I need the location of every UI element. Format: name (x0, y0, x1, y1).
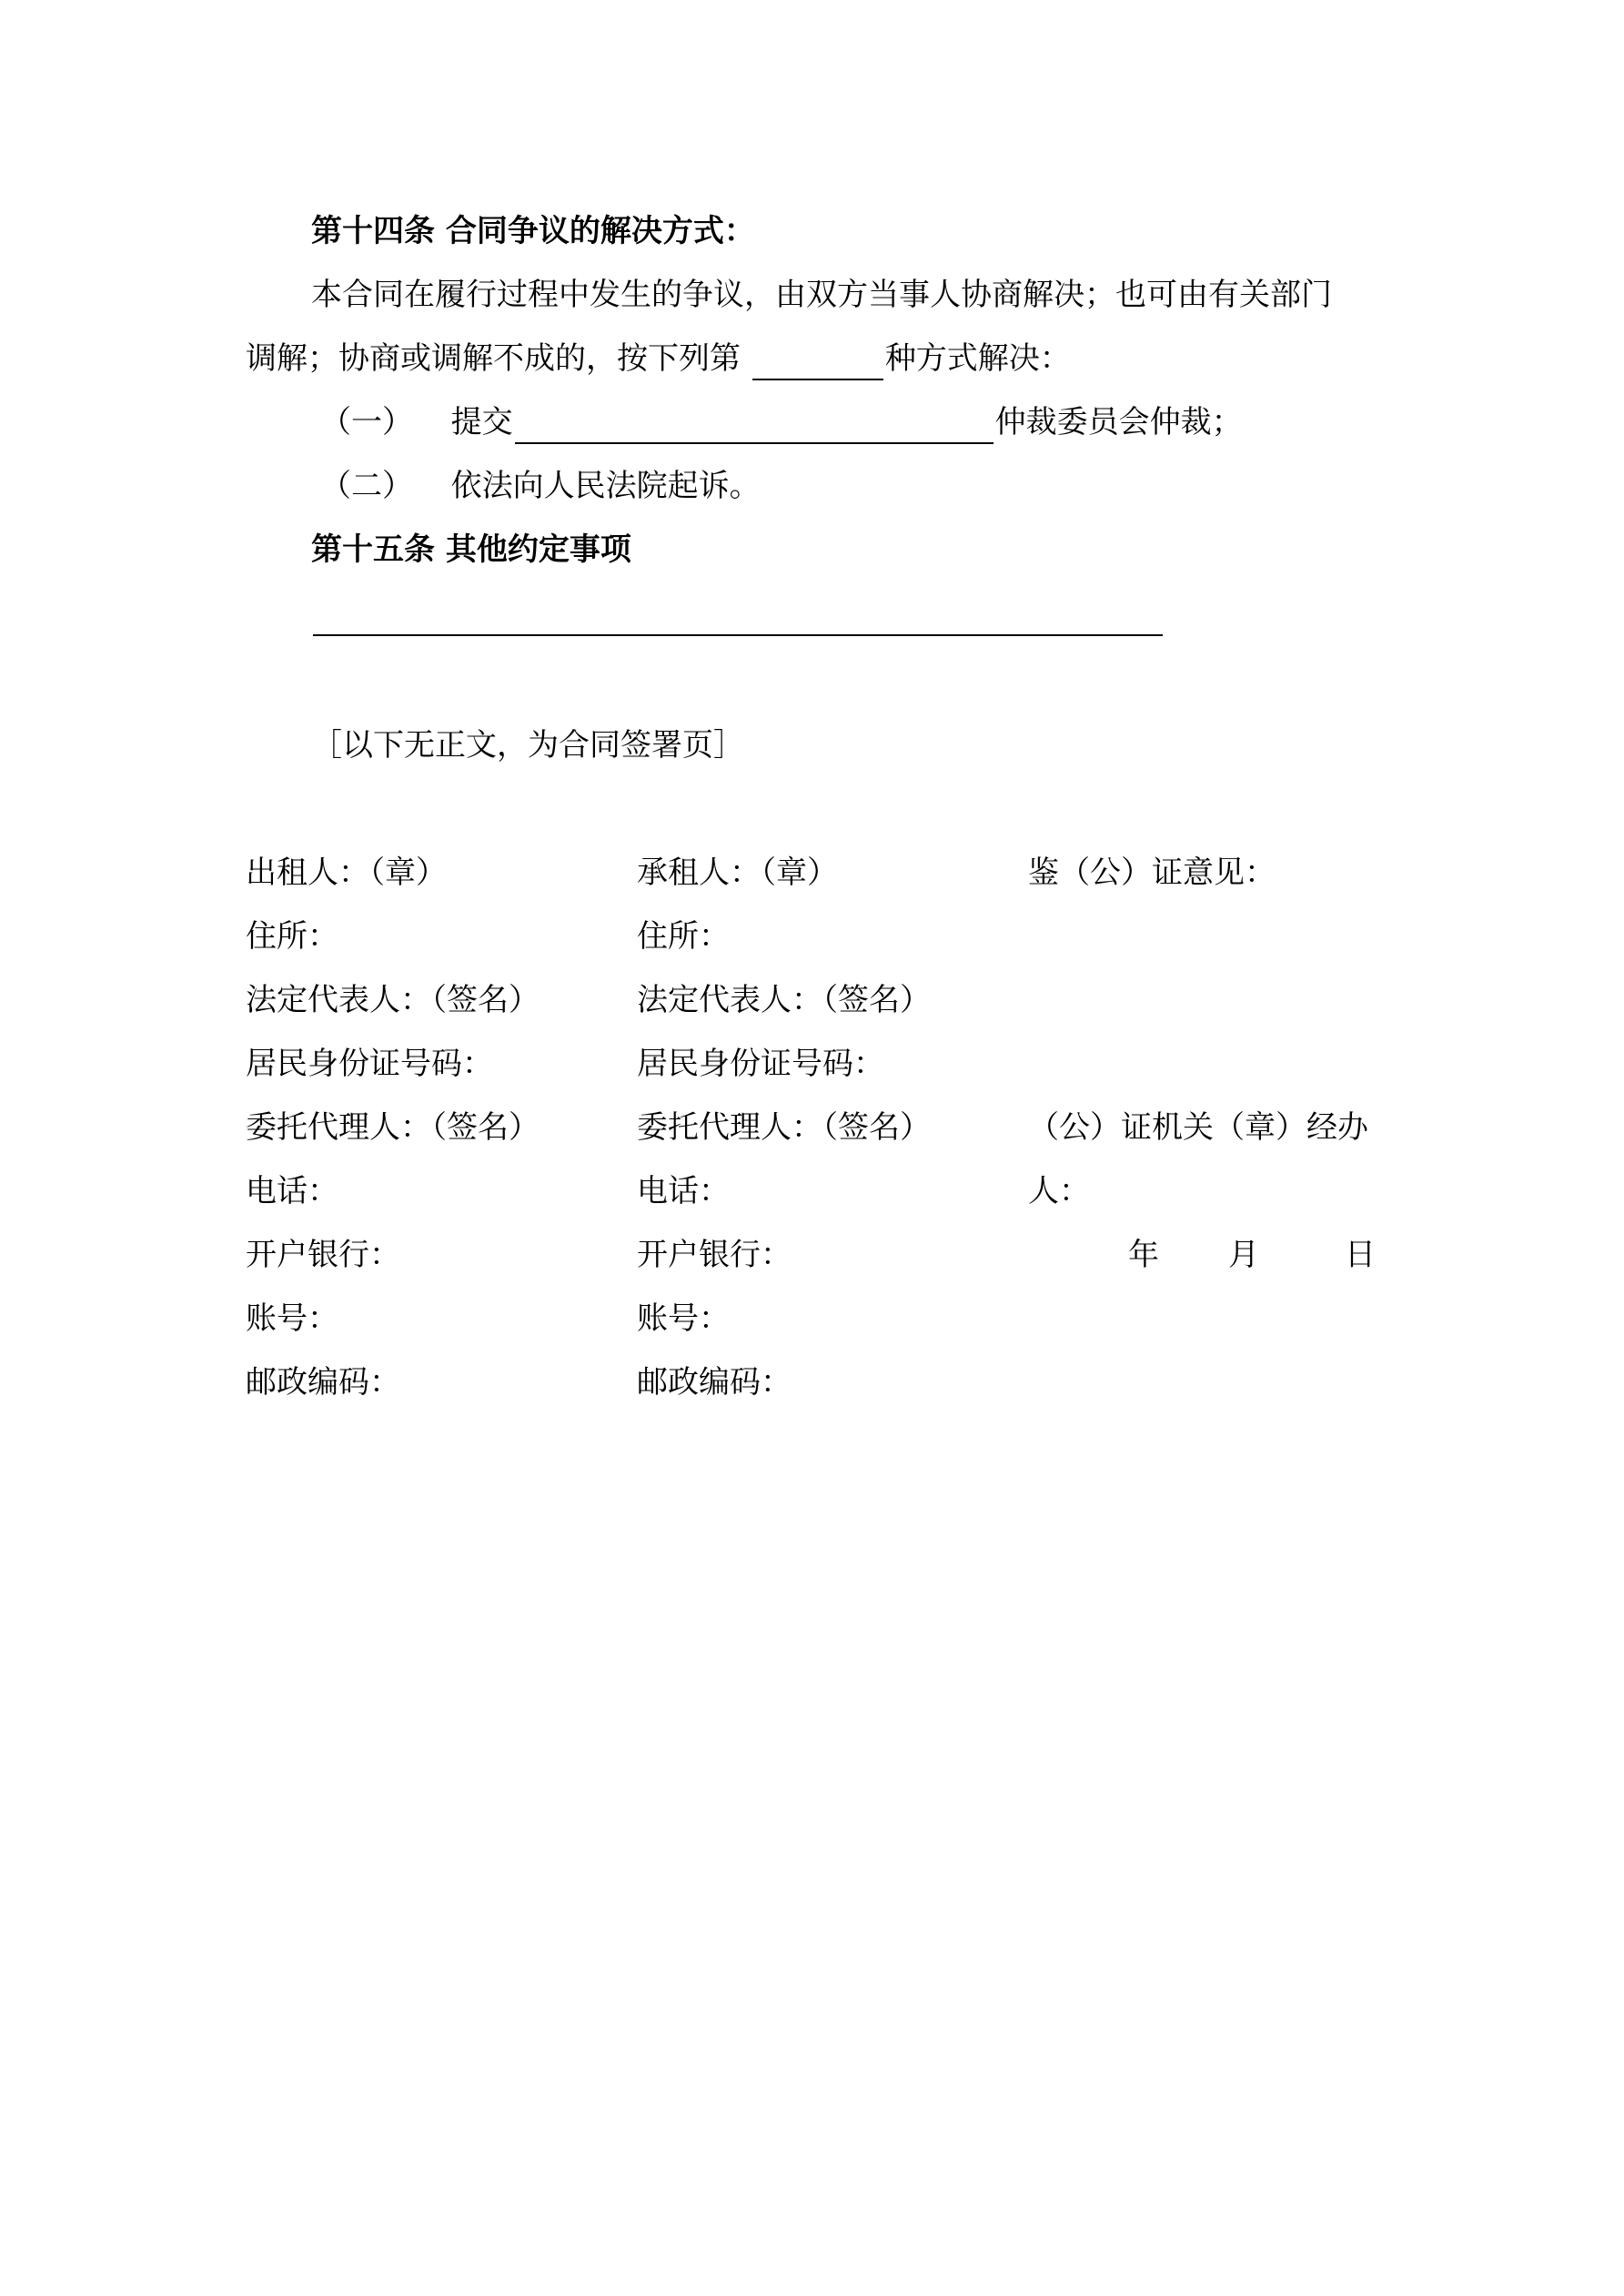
option-court-text: 依法向人民法院起诉。 (450, 468, 761, 504)
article14-heading: 第十四条 合同争议的解决方式： (311, 213, 755, 249)
article15-heading: 第十五条 其他约定事项 (311, 531, 631, 568)
lessee-id-number-label: 居民身份证号码： (637, 1046, 884, 1082)
article14-paragraph-line2 (246, 337, 1071, 380)
notary-office-line1: （公）证机关（章）经办 (1028, 1109, 1368, 1146)
lessor-postcode-label: 邮政编码： (246, 1364, 400, 1401)
lessee-title: 承租人：（章） (637, 855, 838, 891)
lessor-account-label: 账号： (246, 1300, 338, 1337)
notary-date-month: 月 (1228, 1237, 1259, 1273)
lessor-agent-label: 委托代理人：（签名） (246, 1109, 540, 1146)
option-court-number: （二） (320, 468, 413, 504)
no-text-note: ［以下无正文，为合同签署页］ (311, 727, 744, 764)
article14-paragraph-line2-post: 种方式解决： (884, 340, 1071, 377)
option-arbitration (320, 400, 1243, 444)
lessee-legal-rep-label: 法定代表人：（签名） (637, 982, 931, 1018)
option-court (320, 464, 761, 508)
notary-date-day: 日 (1345, 1237, 1376, 1273)
lessee-account-label: 账号： (637, 1300, 730, 1337)
lessee-address-label: 住所： (637, 918, 730, 955)
lessor-bank-label: 开户银行： (246, 1237, 400, 1273)
arbitration-commission-field[interactable] (515, 404, 994, 444)
lessor-legal-rep-label: 法定代表人：（签名） (246, 982, 540, 1018)
notary-title: 鉴（公）证意见： (1028, 855, 1276, 891)
article14-paragraph-line1: 本合同在履行过程中发生的争议，由双方当事人协商解决；也可由有关部门 (311, 277, 1332, 313)
lessor-title: 出租人：（章） (246, 855, 447, 891)
lessor-address-label: 住所： (246, 918, 338, 955)
lessee-phone-label: 电话： (637, 1173, 730, 1209)
lessor-phone-label: 电话： (246, 1173, 338, 1209)
option-arbitration-number: （一） (320, 404, 413, 440)
lessee-postcode-label: 邮政编码： (637, 1364, 792, 1401)
method-number-field[interactable] (752, 340, 883, 380)
lessee-agent-label: 委托代理人：（签名） (637, 1109, 931, 1146)
lessee-bank-label: 开户银行： (637, 1237, 792, 1273)
other-terms-field[interactable] (313, 596, 1163, 636)
lessor-id-number-label: 居民身份证号码： (246, 1046, 493, 1082)
article14-paragraph-line2-pre: 调解；协商或调解不成的，按下列第 (246, 340, 751, 377)
notary-office-line2: 人： (1028, 1173, 1090, 1209)
notary-date-year: 年 (1128, 1237, 1159, 1273)
option-arbitration-pre: 提交 (450, 404, 513, 440)
option-arbitration-post: 仲裁委员会仲裁； (994, 404, 1243, 440)
